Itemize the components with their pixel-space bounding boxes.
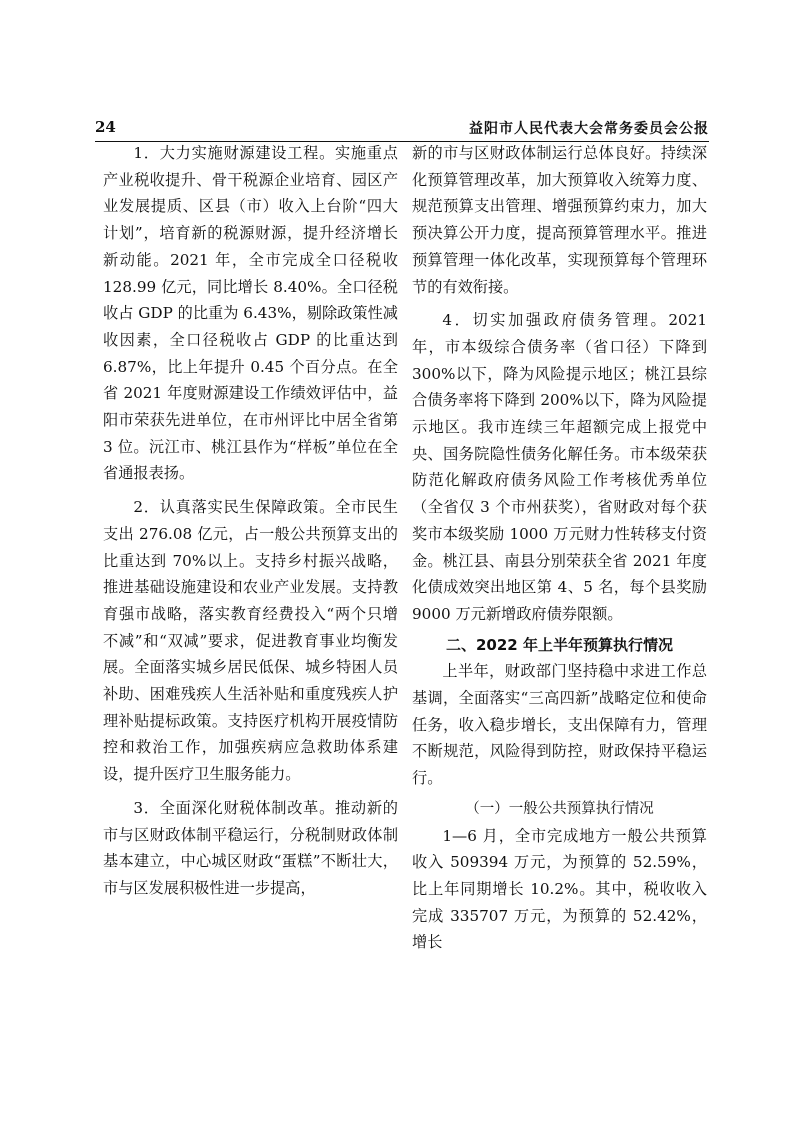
paragraph-livelihood-security: 2．认真落实民生保障政策。全市民生支出 276.08 亿元，占一般公共预算支出的比重达到 70%以上。支持乡村振兴战略，推进基础设施建设和农业产业发展。支持教育强市战略，落实教育经费投入“两个只增不减”和“双减”要求，促进教育事业均衡发展。全面落实城乡居民低保、城乡特困人员补助、困难残疾人生活补贴和重度残疾人护理补贴提标政策。支持医疗机构开展疫情防控和救治工作，加强疾病应急救助体系建设，提升医疗卫生服务能力。 — [103, 498, 398, 784]
paragraph-fiscal-reform-continued: 新的市与区财政体制运行总体良好。持续深化预算管理改革，加大预算收入统筹力度、规范预算支出管理、增强预算约束力，加大预决算公开力度，提高预算管理水平。推进预算管理一体化改革，实现预算每个管理环节的有效衔接。 — [412, 144, 707, 296]
paragraph-revenue-building: 1．大力实施财源建设工程。实施重点产业税收提升、骨干税源企业培育、园区产业发展提质、区县（市）收入上台阶“四大计划”，培育新的税源财源，提升经济增长新动能。2021 年，全市完成全口径税收 128.99 亿元，同比增长 8.40%。全口径税收占 GDP 的比重为 6.43%，剔除政策性减收因素，全口径税收占 GDP 的比重达到 6.87%，比上年提升 0.45 个百分点。在全省 2021 年度财源建设工作绩效评估中，益阳市荣获先进单位，在市州评比中居全省第 3 位。沅江市、桃江县作为“样板”单位在全省通报表扬。 — [103, 144, 398, 483]
journal-title: 益阳市人民代表大会常务委员会公报 — [469, 121, 709, 137]
page-number: 24 — [95, 118, 116, 136]
paragraph-debt-management: 4．切实加强政府债务管理。2021 年，市本级综合债务率（省口径）下降到 300%以下，降为风险提示地区；桃江县综合债务率将下降到 200%以下，降为风险提示地区。我市连续三年超额完成上报党中央、国务院隐性债务化解任务。市本级荣获防范化解政府债务风险工作考核优秀单位（全省仅 3 个市州获奖），省财政对每个获奖市本级奖励 1000 万元财力性转移支付资金。桃江县、南县分别荣获全省 2021 年度化债成效突出地区第 4、5 名，每个县奖励 9000 万元新增政府债券限额。 — [412, 311, 707, 623]
paragraph-section-intro: 上半年，财政部门坚持稳中求进工作总基调，全面落实“三高四新”战略定位和使命任务，收入稳步增长，支出保障有力，管理不断规范，风险得到防控，财政保持平稳运行。 — [412, 662, 707, 788]
paragraph-budget-execution: 1—6 月，全市完成地方一般公共预算收入 509394 万元，为预算的 52.59%，比上年同期增长 10.2%。其中，税收收入完成 335707 万元，为预算的 52.42%，增长 — [412, 826, 707, 952]
page-header — [95, 118, 709, 142]
subsection-heading: （一）一般公共预算执行情况 — [465, 800, 654, 817]
right-column — [412, 140, 707, 956]
paragraph-fiscal-reform: 3．全面深化财税体制改革。推动新的市与区财政体制平稳运行，分税制财政体制基本建立，中心城区财政“蛋糕”不断壮大，市与区发展积极性进一步提高， — [103, 798, 398, 897]
section-heading: 二、2022 年上半年预算执行情况 — [446, 635, 673, 654]
left-column — [103, 140, 398, 902]
